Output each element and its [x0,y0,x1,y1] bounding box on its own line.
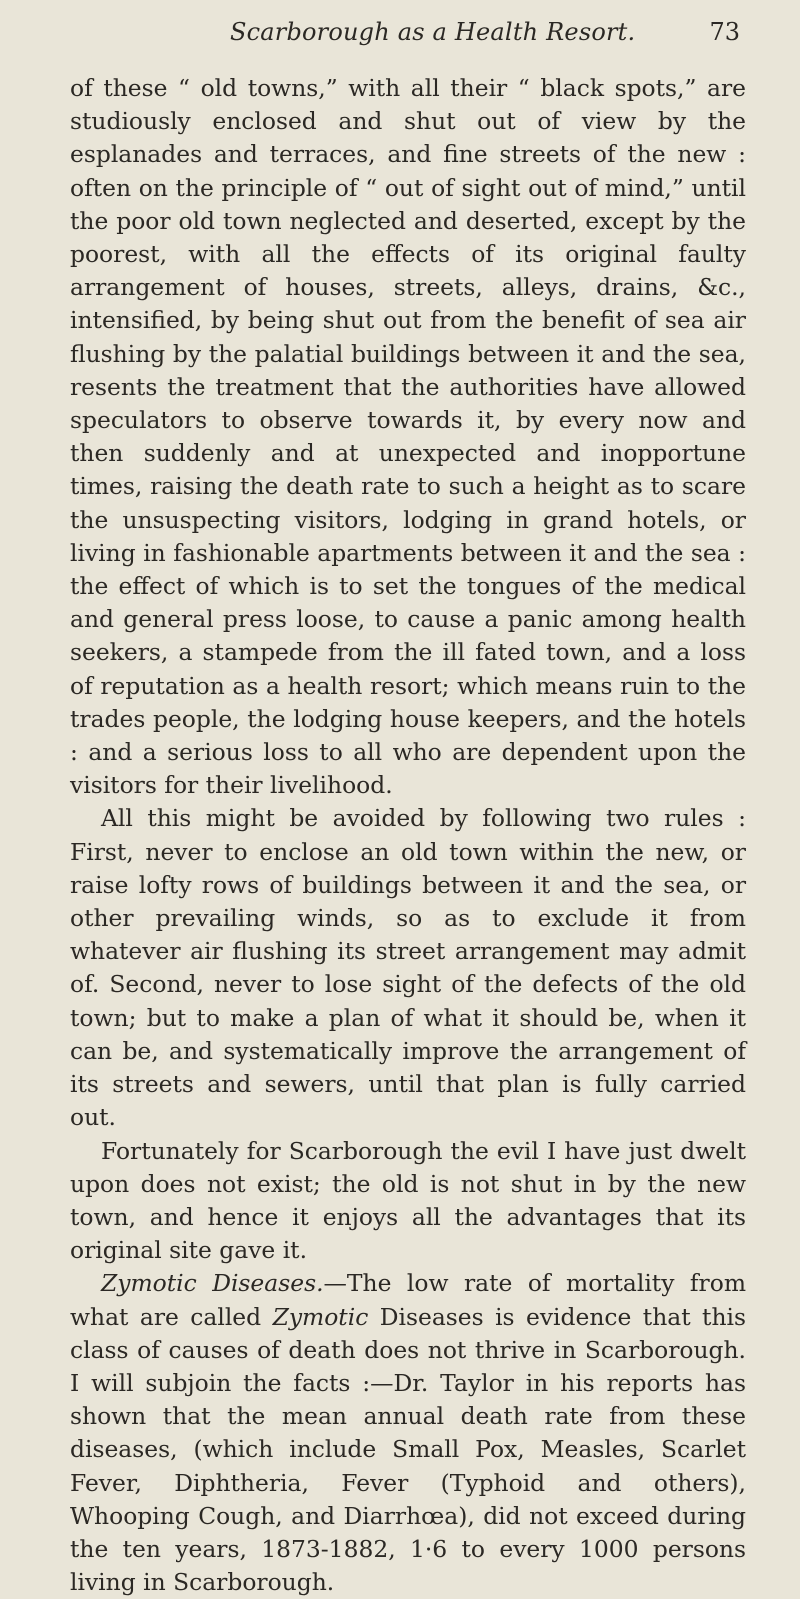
zymotic-term: Zymotic [272,1302,369,1331]
paragraph-4 [70,1267,746,1599]
paragraph-4-text-b: Diseases is evidence that this class of causes of death does not thrive in Scarborough. I will subjoin the facts :—Dr. Taylor in his reports has shown that the mean annual death rate from these diseases, (which include Small Pox, Measles, Scarlet Fever, Diphtheria, Fever (Typhoid and others), Whooping Cough, and Diarrhœa), did not exceed during the ten years, 1873-1882, 1·6 to every 1000 persons living in Scarborough. [70,1302,747,1597]
section-heading-zymotic-diseases: Zymotic Diseases. [101,1269,324,1298]
running-title: Scarborough as a Health Resort. [230,18,636,46]
paragraph-3: Fortunately for Scarborough the evil I have just dwelt upon does not exist; the old is not shut in by the new town, and hence it enjoys all the advantages that its original site gave it. [70,1136,746,1265]
page-number: 73 [709,18,740,46]
paragraph-2: All this might be avoided by following two rules : First, never to enclose an old town within the new, or raise lofty rows of buildings between it and the sea, or other prevailing winds, so as to exclude it from whatever air flushing its street arrangement may admit of. Second, never to lose sight of the defects of the old town; but to make a plan of what it should be, when it can be, and systematically improve the arrangement of its streets and sewers, until that plan is fully carried out. [70,804,746,1132]
running-head [70,18,746,52]
body-text [70,72,746,1599]
paragraph-1: of these “ old towns,” with all their “ black spots,” are studiously enclosed and shut out of view by the esplanades and terraces, and fine streets of the new : often on the principle of “ out of sight out of mind,” until the poor old town neglected and deserted, except by the poorest, with all the effects of its original faulty arrangement of houses, streets, alleys, drains, &c., intensified, by being shut out from the benefit of sea air flushing by the palatial buildings between it and the sea, resents the treatment that the authorities have allowed speculators to observe towards it, by every now and then suddenly and at unexpected and inopportune times, raising the death rate to such a height as to scare the unsuspecting visitors, lodging in grand hotels, or living in fashionable apartments between it and the sea : the effect of which is to set the tongues of the medical and general press loose, to cause a panic among health seekers, a stampede from the ill fated town, and a loss of reputation as a health resort; which means ruin to the trades people, the lodging house keepers, and the hotels : and a serious loss to all who are dependent upon the visitors for their livelihood. [70,74,746,800]
paragraph-4-text-a: —The low rate of mortality from what are called [70,1269,746,1331]
